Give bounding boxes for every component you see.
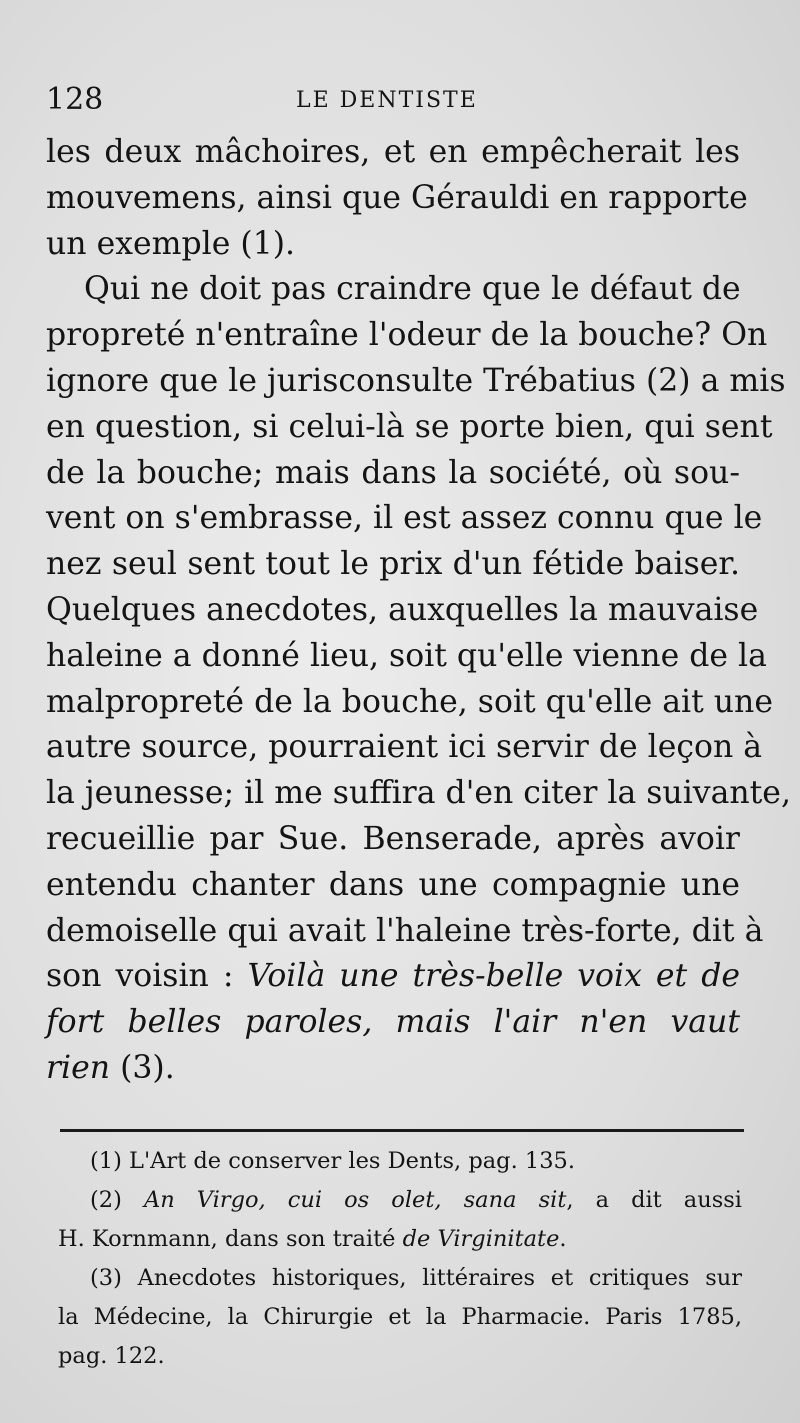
- text-line: les deux mâchoires, et en empêcherait les: [46, 134, 740, 170]
- text-line: autre source, pourraient ici servir de leçon à: [46, 729, 763, 766]
- footnote-italic: de Virginitate: [402, 1226, 560, 1252]
- text-line: entendu chanter dans une compagnie une: [46, 866, 740, 903]
- footnote-3-cont: la Médecine, la Chirurgie et la Pharmacie. Paris 1785,: [58, 1304, 742, 1330]
- footnote-italic: An Virgo, cui os olet, sana sit: [143, 1187, 567, 1213]
- main-text: [46, 130, 791, 1092]
- text-line: [46, 1046, 740, 1092]
- page-number: 128: [46, 82, 104, 117]
- quote-italic: fort belles paroles, mais l'air n'en vaut: [46, 1004, 740, 1041]
- text-line: un exemple (1).: [46, 225, 296, 262]
- page-header: [46, 82, 736, 122]
- footnote-ref: (3).: [110, 1049, 175, 1086]
- footnote-text: H. Kornmann, dans son traité: [58, 1226, 403, 1252]
- text-line: [46, 954, 740, 1000]
- text-line: recueillie par Sue. Benserade, après avoir: [46, 820, 740, 857]
- text-line: ignore que le jurisconsulte Trébatius (2) a mis: [46, 362, 786, 399]
- text-line: propreté n'entraîne l'odeur de la bouche? On: [46, 317, 768, 354]
- text-line: de la bouche; mais dans la société, où sou-: [46, 454, 740, 491]
- footnote-2: [58, 1181, 742, 1220]
- running-title: LE DENTISTE: [296, 88, 478, 113]
- quote-italic: Voilà une très-belle voix et de: [247, 958, 741, 995]
- text-line: mouvemens, ainsi que Gérauldi en rapporte: [46, 179, 748, 216]
- footnote-divider: [60, 1129, 744, 1132]
- text-run: son voisin :: [46, 958, 248, 995]
- text-line: Quelques anecdotes, auxquelles la mauvaise: [46, 591, 759, 628]
- text-line: en question, si celui-là se porte bien, qui sent: [46, 408, 773, 445]
- footnote-3-cont: pag. 122.: [58, 1343, 165, 1369]
- text-line: demoiselle qui avait l'haleine très-forte, dit à: [46, 912, 764, 949]
- text-line: nez seul sent tout le prix d'un fétide baiser.: [46, 546, 740, 583]
- text-line: la jeunesse; il me suffira d'en citer la suivante,: [46, 775, 791, 812]
- footnote-1: (1) L'Art de conserver les Dents, pag. 135.: [90, 1148, 575, 1174]
- footnotes: [58, 1142, 742, 1376]
- footnote-text: (2): [90, 1187, 144, 1213]
- text-line: vent on s'embrasse, il est assez connu que le: [46, 500, 763, 537]
- text-line: haleine a donné lieu, soit qu'elle vienne de la: [46, 637, 767, 674]
- text-line: malpropreté de la bouche, soit qu'elle ait une: [46, 683, 773, 720]
- quote-italic: rien: [46, 1049, 111, 1086]
- footnote-2-cont: [58, 1220, 742, 1259]
- text-line: Qui ne doit pas craindre que le défaut de: [84, 271, 741, 308]
- footnote-text: .: [559, 1226, 567, 1252]
- footnote-3: (3) Anecdotes historiques, littéraires et critiques sur: [90, 1265, 742, 1291]
- footnote-text: , a dit aussi: [566, 1187, 742, 1213]
